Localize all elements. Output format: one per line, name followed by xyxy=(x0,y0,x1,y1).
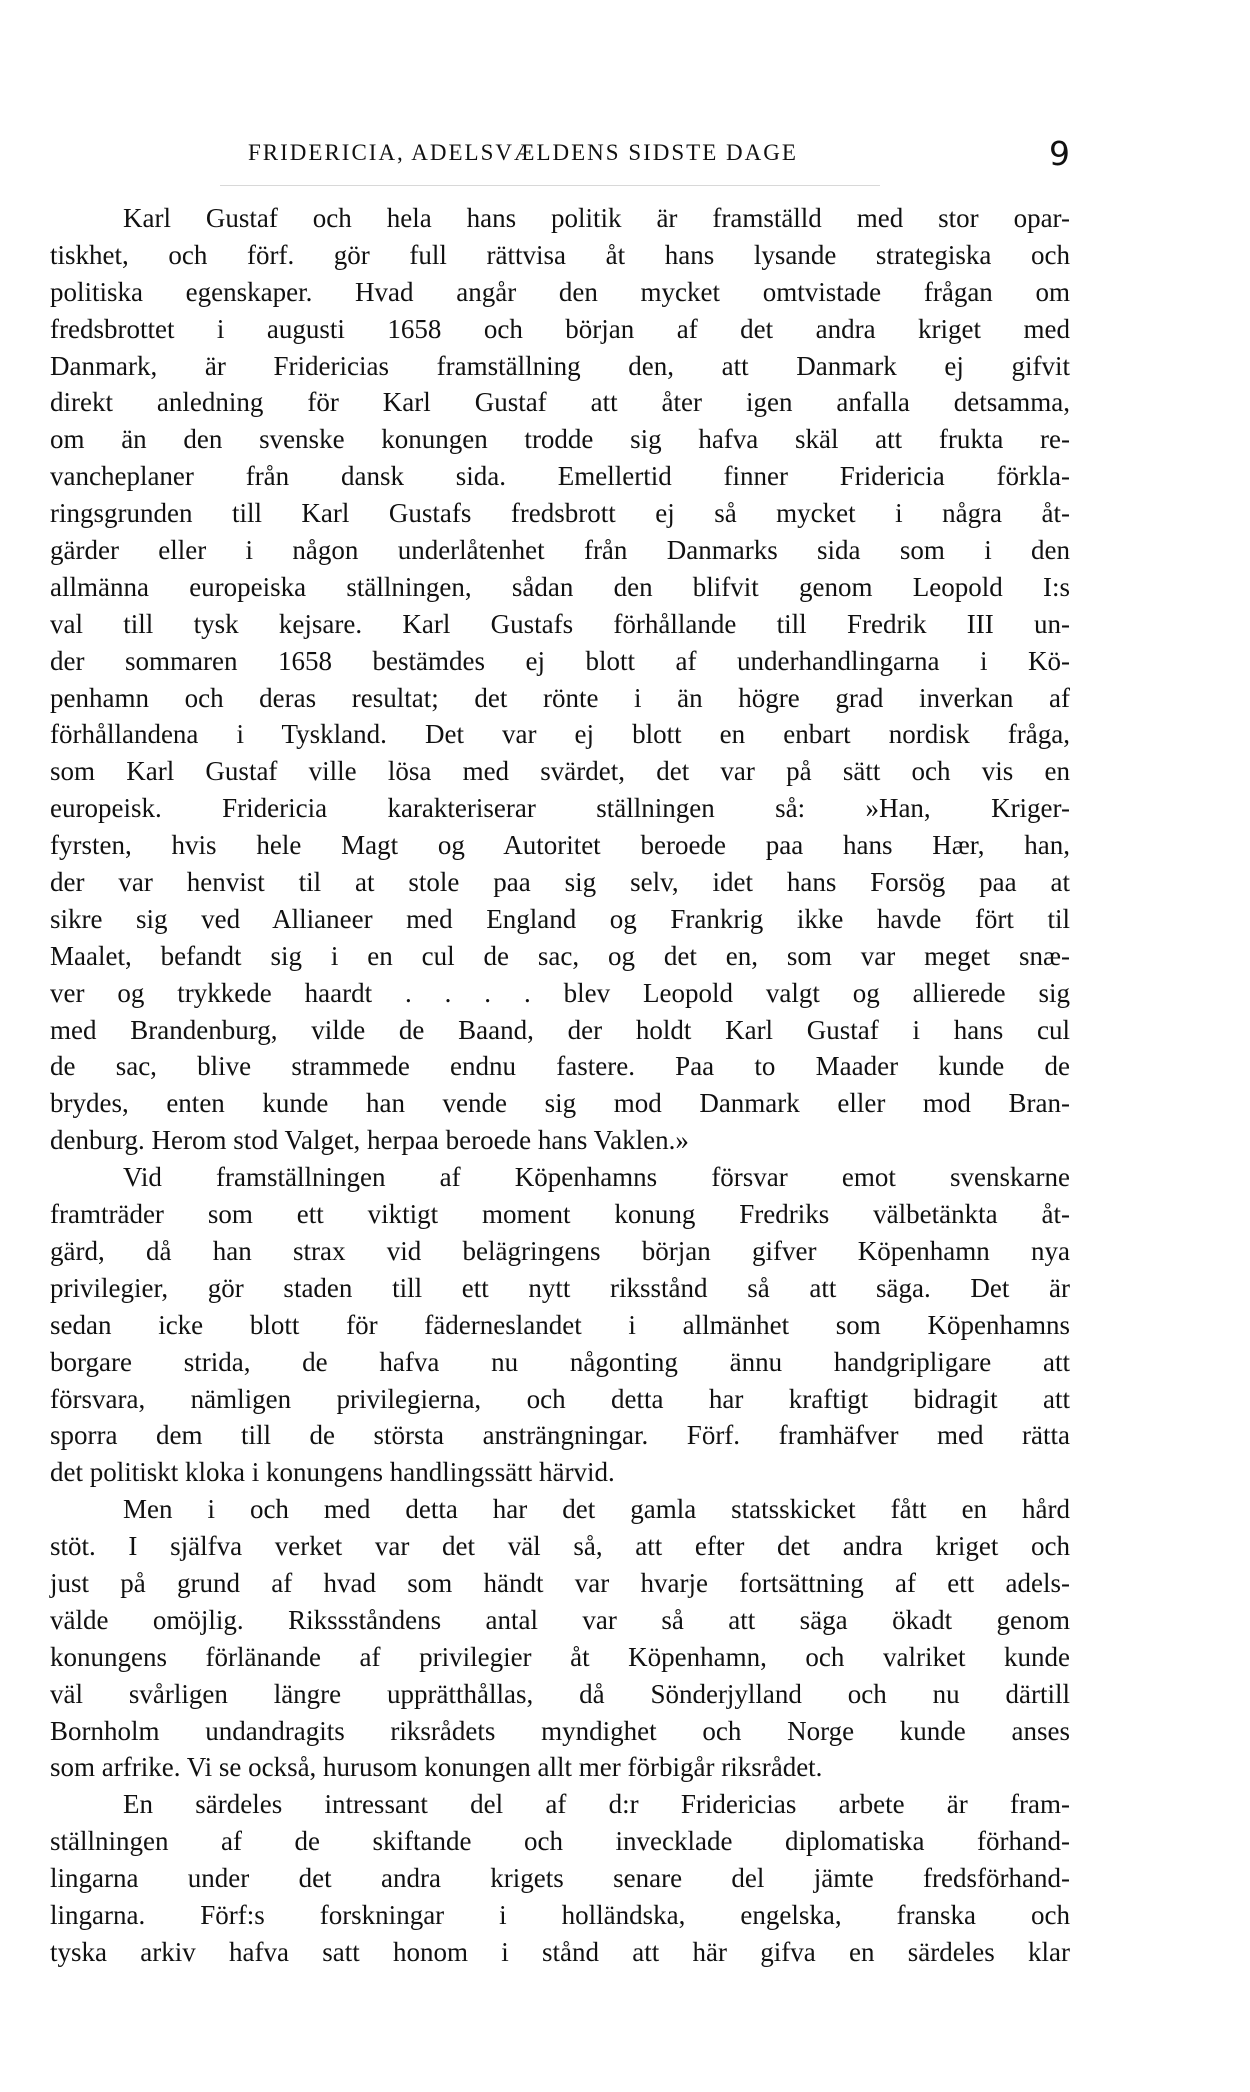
text-line: Danmark, är Fridericias framställning den, att Danmark ej gifvit xyxy=(50,350,1070,381)
text-line: lingarna. Förf:s forskningar i holländska, engelska, franska och xyxy=(50,1899,1070,1930)
text-line: stöt. I själfva verket var det väl så, att efter det andra kriget och xyxy=(50,1531,1070,1562)
text-line: som Karl Gustaf ville lösa med svärdet, det var på sätt och vis en xyxy=(50,756,1070,787)
text-line: sedan icke blott för fäderneslandet i allmänhet som Köpenhamns xyxy=(50,1309,1070,1340)
text-line: brydes, enten kunde han vende sig mod Danmark eller mod Bran- xyxy=(50,1088,1070,1119)
text-line: Maalet, befandt sig i en cul de sac, og det en, som var meget snæ- xyxy=(50,940,1070,971)
text-line: denburg. Herom stod Valget, herpaa beroede hans Vaklen.» xyxy=(50,1125,689,1156)
text-line: ringsgrunden till Karl Gustafs fredsbrott ej så mycket i några åt- xyxy=(50,498,1070,529)
running-head xyxy=(50,136,1070,176)
text-line: fredsbrottet i augusti 1658 och början af det andra kriget med xyxy=(50,313,1070,344)
text-line: Vid framställningen af Köpenhamns försvar emot svenskarne xyxy=(123,1162,1070,1193)
text-line: med Brandenburg, vilde de Baand, der holdt Karl Gustaf i hans cul xyxy=(50,1014,1070,1045)
text-line: ver og trykkede haardt . . . . blev Leopold valgt og allierede sig xyxy=(50,977,1070,1008)
body-text xyxy=(50,200,1070,1971)
text-line: de sac, blive strammede endnu fastere. Paa to Maader kunde de xyxy=(50,1051,1070,1082)
text-line: En särdeles intressant del af d:r Fridericias arbete är fram- xyxy=(123,1789,1070,1820)
page-number: 9 xyxy=(1049,134,1070,173)
text-line: lingarna under det andra krigets senare del jämte fredsförhand- xyxy=(50,1863,1070,1894)
text-line: europeisk. Fridericia karakteriserar ställningen så: »Han, Kriger- xyxy=(50,793,1070,824)
text-line: Men i och med detta har det gamla statsskicket fått en hård xyxy=(123,1494,1070,1525)
text-line: välde omöjlig. Rikssståndens antal var så att säga ökadt genom xyxy=(50,1604,1070,1635)
text-line: gärd, då han strax vid belägringens början gifver Köpenhamn nya xyxy=(50,1235,1070,1266)
text-line: väl svårligen längre upprätthållas, då Sönderjylland och nu därtill xyxy=(50,1678,1070,1709)
text-line: direkt anledning för Karl Gustaf att åter igen anfalla detsamma, xyxy=(50,387,1070,418)
text-line: politiska egenskaper. Hvad angår den mycket omtvistade frågan om xyxy=(50,276,1070,307)
text-line: förhållandena i Tyskland. Det var ej blott en enbart nordisk fråga, xyxy=(50,719,1070,750)
text-line: val till tysk kejsare. Karl Gustafs förhållande till Fredrik III un- xyxy=(50,608,1070,639)
text-line: sikre sig ved Allianeer med England og Frankrig ikke havde fört til xyxy=(50,903,1070,934)
text-line: konungens förlänande af privilegier åt Köpenhamn, och valriket kunde xyxy=(50,1641,1070,1672)
running-title: FRIDERICIA, ADELSVÆLDENS SIDSTE DAGE xyxy=(248,140,798,165)
text-line: just på grund af hvad som händt var hvarje fortsättning af ett adels- xyxy=(50,1567,1070,1598)
text-line: der var henvist til at stole paa sig selv, idet hans Forsög paa at xyxy=(50,867,1070,898)
text-line: det politiskt kloka i konungens handlingssätt härvid. xyxy=(50,1457,615,1488)
text-line: Karl Gustaf och hela hans politik är framställd med stor opar- xyxy=(123,203,1070,233)
text-line: ställningen af de skiftande och invecklade diplomatiska förhand- xyxy=(50,1826,1070,1857)
text-line: försvara, nämligen privilegierna, och detta har kraftigt bidragit att xyxy=(50,1383,1070,1414)
header-rule xyxy=(220,185,880,186)
text-line: tiskhet, och förf. gör full rättvisa åt hans lysande strategiska och xyxy=(50,239,1070,270)
text-line: vancheplaner från dansk sida. Emellertid finner Fridericia förkla- xyxy=(50,461,1070,492)
text-line: Bornholm undandragits riksrådets myndighet och Norge kunde anses xyxy=(50,1715,1070,1746)
text-line: framträder som ett viktigt moment konung Fredriks välbetänkta åt- xyxy=(50,1199,1070,1230)
text-line: fyrsten, hvis hele Magt og Autoritet beroede paa hans Hær, han, xyxy=(50,830,1070,861)
text-line: borgare strida, de hafva nu någonting ännu handgripligare att xyxy=(50,1346,1070,1377)
text-line: tyska arkiv hafva satt honom i stånd att här gifva en särdeles klar xyxy=(50,1936,1070,1967)
text-line: gärder eller i någon underlåtenhet från Danmarks sida som i den xyxy=(50,535,1070,566)
text-line: penhamn och deras resultat; det rönte i än högre grad inverkan af xyxy=(50,682,1070,713)
text-line: sporra dem till de största ansträngningar. Förf. framhäfver med rätta xyxy=(50,1420,1070,1451)
text-line: allmänna europeiska ställningen, sådan den blifvit genom Leopold I:s xyxy=(50,571,1070,602)
text-line: som arfrike. Vi se också, hurusom konungen allt mer förbigår riksrådet. xyxy=(50,1752,823,1783)
text-line: privilegier, gör staden till ett nytt riksstånd så att säga. Det är xyxy=(50,1272,1070,1303)
text-line: om än den svenske konungen trodde sig hafva skäl att frukta re- xyxy=(50,424,1070,455)
text-line: der sommaren 1658 bestämdes ej blott af underhandlingarna i Kö- xyxy=(50,645,1070,676)
